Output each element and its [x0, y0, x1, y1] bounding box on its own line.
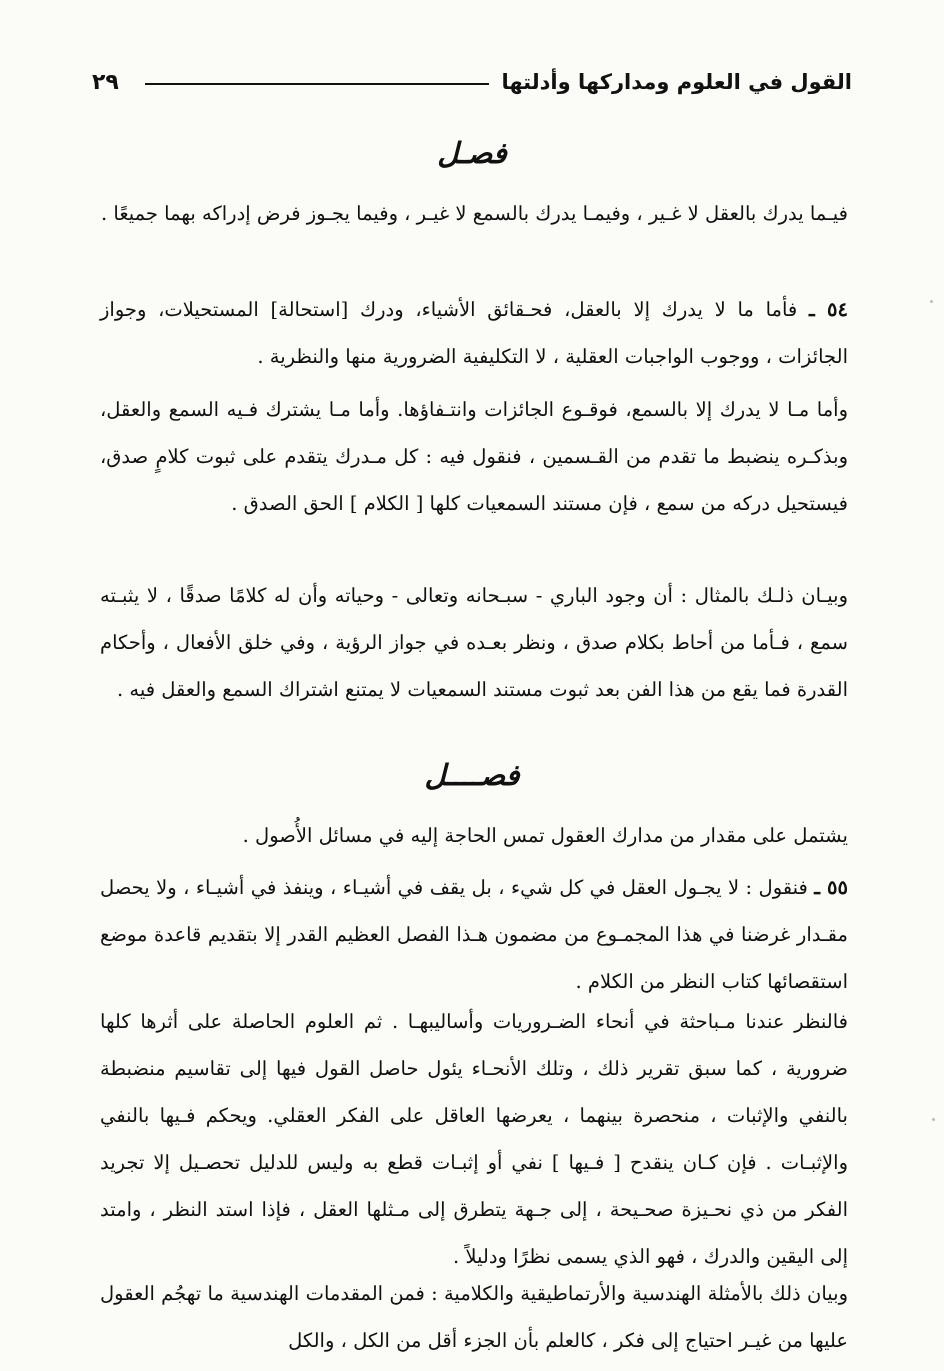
paragraph-number: ٥٥ ـ [814, 876, 848, 899]
paragraph [100, 286, 848, 380]
paragraph-number: ٥٤ ـ [808, 298, 848, 321]
paragraph-text: فالنظر عندنا مـباحثة في أنحاء الضـروريات وأساليبهـا . ثم العلوم الحاصلة على أثرها كلها ضرورية ، كما سبق تقرير ذلك ، وتلك الأنحـاء يئول حاصل القول فيها إلى تقاسيم منضبطة بالنفي والإثبات ، منحصرة بينهما ، يعرضها العاقل على الفكر العقلي. ويحكم فـيها بالنفي والإثبـات . فإن كـان ينقدح [ فـيها ] نفي أو إثبـات قطع به وليس للدليل تحصـيل إلا تجريد الفكر من ذي نحـيزة صحـيحة ، إلى جـهة يتطرق إلى مـثلها العقل ، فإذا استد النظر ، وامتد إلى اليقين والدرك ، فهو الذي يسمى نظرًا ودليلاً . [100, 1010, 848, 1268]
page-header [92, 62, 852, 102]
header-rule [145, 83, 490, 85]
paragraph [100, 812, 848, 859]
section-heading: فصــــل [424, 758, 520, 792]
paragraph-text: وبيان ذلك بالأمثلة الهندسية والأرتماطيقية والكلامية : فمن المقدمات الهندسية ما تهجُم العقول عليها من غيـر احتياج إلى فكر ، كالعلم بأن الجزء أقل من الكل ، والكل [100, 1282, 848, 1352]
paragraph-text: فنقول : لا يجـول العقل في كل شيء ، بل يقف في أشيـاء ، وينفذ في أشيـاء ، ولا يحصل مقـدار غرضنا في هذا المجمـوع من مضمون هـذا الفصل العظيم القدر إلا بتقديم قاعدة موضع استقصائها كتاب النظر من الكلام . [100, 876, 848, 993]
running-title: القول في العلوم ومداركها وأدلتها [501, 70, 852, 94]
paragraph [100, 1270, 848, 1364]
section-heading: فصـل [437, 136, 507, 170]
paragraph [100, 998, 848, 1280]
paragraph [100, 190, 848, 237]
paragraph-text: وأما مـا لا يدرك إلا بالسمع، فوقـوع الجائزات وانتـفاؤها. وأما مـا يشترك فـيه السمع والعقل، وبذكـره ينضبط ما تقدم من القـسمين ، فنقول فيه : كل مـدرك يتقدم على ثبوت كلامٍ صدق، فيستحيل دركه من سمع ، فإن مستند السمعيات كلها [ الكلام ] الحق الصدق . [100, 398, 848, 515]
scan-speck [932, 1118, 935, 1121]
paragraph-text: وبيـان ذلـك بالمثال : أن وجود الباري - سبـحانه وتعالى - وحياته وأن له كلامًا صدقًا ، لا يثبـته سمع ، فـأما من أحاط بكلام صدق ، ونظر بعـده في جواز الرؤية ، وفي خلق الأفعال ، وأحكام القدرة فما يقع من هذا الفن بعد ثبوت مستند السمعيات لا يمتنع اشتراك السمع والعقل فيه . [100, 584, 848, 701]
paragraph [100, 864, 848, 1005]
paragraph [100, 386, 848, 527]
paragraph-text: فيـما يدرك بالعقل لا غـير ، وفيمـا يدرك بالسمع لا غيـر ، وفيما يجـوز فرض إدراكه بهما جميعًا . [101, 202, 848, 225]
paragraph [100, 572, 848, 713]
paragraph-text: يشتمل على مقدار من مدارك العقول تمس الحاجة إليه في مسائل الأُصول . [242, 824, 848, 847]
scan-speck [930, 300, 933, 303]
paragraph-text: فأما ما لا يدرك إلا بالعقل، فحـقائق الأشياء، ودرك [استحالة] المستحيلات، وجواز الجائزات ، ووجوب الواجبات العقلية ، لا التكليفية الضرورية منها والنظرية . [100, 298, 848, 368]
page-number: ٢٩ [92, 69, 119, 95]
